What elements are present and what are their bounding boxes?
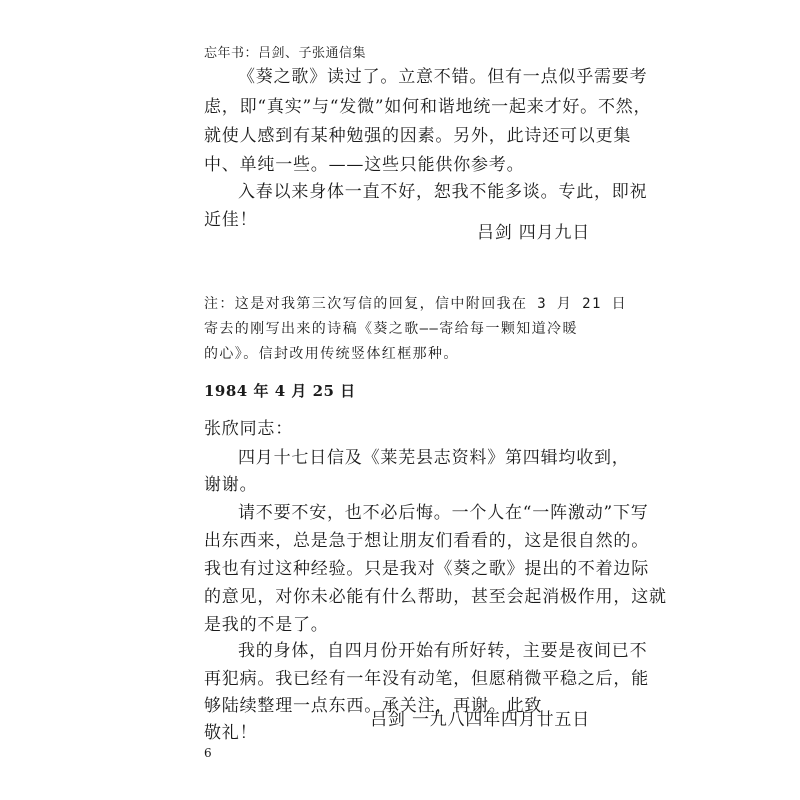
letter2-paragraph1-line2: 谢谢。 xyxy=(204,475,258,495)
letter2-closing: 敬礼！ xyxy=(204,723,258,743)
letter2-date-heading: 1984 年 4 月 25 日 xyxy=(204,382,356,400)
letter1-paragraph1-line3: 就使人感到有某种勉强的因素。另外，此诗还可以更集 xyxy=(204,126,632,146)
letter1-paragraph1-line2: 虑，即“真实”与“发微”如何和谐地统一起来才好。不然， xyxy=(204,97,652,117)
letter2-paragraph2-line5: 是我的不是了。 xyxy=(204,615,329,635)
letter2-paragraph1-line1: 四月十七日信及《莱芜县志资料》第四辑均收到， xyxy=(238,448,630,468)
letter2-signature: 吕剑 一九八四年四月廿五日 xyxy=(370,710,590,730)
letter2-paragraph3-line3: 够陆续整理一点东西。承关注，再谢。此致 xyxy=(204,696,543,716)
letter1-signature: 吕剑 四月九日 xyxy=(476,223,590,243)
letter1-paragraph1-line4: 中、单纯一些。——这些只能供你参考。 xyxy=(204,155,525,175)
page-number: 6 xyxy=(204,746,212,760)
letter1-paragraph2-line2: 近佳！ xyxy=(204,210,258,230)
letter2-paragraph2-line1: 请不要不安，也不必后悔。一个人在“一阵激动”下写 xyxy=(238,503,649,523)
note-line2: 寄去的刚写出来的诗稿《葵之歌——寄给每一颗知道冷暖 xyxy=(204,321,578,337)
letter1-paragraph1-line1: 《葵之歌》读过了。立意不错。但有一点似乎需要考 xyxy=(238,67,648,87)
letter2-salutation: 张欣同志： xyxy=(204,419,293,439)
letter1-paragraph2-line1: 入春以来身体一直不好，恕我不能多谈。专此，即祝 xyxy=(238,182,648,202)
note-line3: 的心》。信封改用传统竖体红框那种。 xyxy=(204,346,459,362)
note-line1: 注：这是对我第三次写信的回复，信中附回我在 3 月 21 日 xyxy=(204,296,627,312)
letter2-paragraph3-line2: 再犯病。我已经有一年没有动笔，但愿稍微平稳之后，能 xyxy=(204,669,649,689)
letter2-paragraph3-line1: 我的身体，自四月份开始有所好转，主要是夜间已不 xyxy=(238,641,648,661)
letter2-paragraph2-line3: 我也有过这种经验。只是我对《葵之歌》提出的不着边际 xyxy=(204,559,649,579)
letter2-paragraph2-line2: 出东西来，总是急于想让朋友们看看的，这是很自然的。 xyxy=(204,531,649,551)
running-header: 忘年书：吕剑、子张通信集 xyxy=(204,46,367,61)
letter2-paragraph2-line4: 的意见，对你未必能有什么帮助，甚至会起消极作用，这就 xyxy=(204,587,667,607)
